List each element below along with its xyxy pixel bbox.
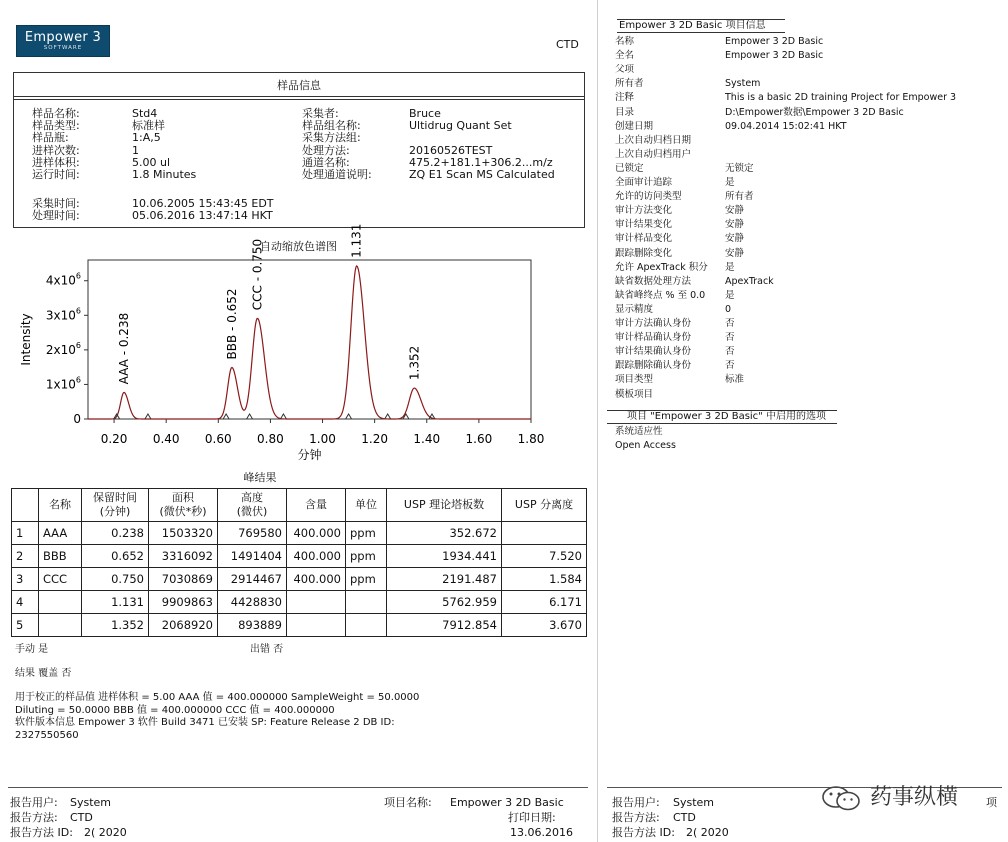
project-info-value: Empower 3 2D Basic [725, 36, 824, 47]
chromatogram-trace [88, 266, 531, 419]
table-cell: 5762.959 [387, 591, 502, 614]
table-cell [346, 614, 387, 637]
sample-info-value: 20160526TEST [409, 144, 493, 157]
peak-results-title: 峰结果 [243, 471, 277, 484]
x-tick-label: 0.40 [152, 432, 180, 446]
sample-info-key: 运行时间: [32, 168, 80, 181]
table-cell: 4428830 [218, 591, 287, 614]
x-tick-label: 0.80 [257, 432, 284, 446]
sample-info-key: 处理方法: [302, 144, 350, 157]
sample-info-key: 进样体积: [32, 156, 80, 169]
y-tick-label: $3x10^6$ [45, 306, 81, 323]
integration-marker [280, 414, 286, 419]
footer-method-key: 报告方法: [10, 811, 58, 824]
table-cell: 400.000 [287, 568, 346, 591]
x-tick-label: 1.60 [465, 432, 493, 446]
table-cell: 1503320 [149, 522, 218, 545]
project-info-title-rule [617, 32, 785, 33]
table-header-cell: 高度 (微伏) [218, 489, 287, 522]
project-info-key: 全面审计追踪 [615, 177, 673, 188]
project-info-key: 跟踪删除变化 [615, 247, 673, 259]
table-cell: 2914467 [218, 568, 287, 591]
table-cell: 352.672 [387, 522, 502, 545]
table-cell [502, 522, 587, 545]
footer-project-key: 项目名称: [384, 796, 432, 809]
sample-info-value: 475.2+181.1+306.2...m/z [409, 156, 553, 169]
integration-marker [145, 414, 151, 419]
sample-info-rule-2 [14, 99, 584, 100]
table-header-cell: USP 分离度 [502, 489, 587, 522]
table-cell: CCC [39, 568, 82, 591]
y-tick-label: 0 [73, 412, 81, 426]
sample-info-value: 05.06.2016 13:47:14 HKT [132, 209, 273, 222]
sample-info-rule [14, 96, 584, 97]
project-info-key: 允许的访问类型 [615, 191, 682, 203]
sample-info-value: 1 [132, 144, 139, 157]
table-row [12, 545, 587, 568]
project-info-value: 无锁定 [725, 162, 754, 174]
footer-right-method-id-value: 2( 2020 [686, 826, 729, 839]
integration-marker [247, 414, 253, 419]
project-info-value: This is a basic 2D training Project for Empower 3 [725, 92, 957, 104]
footer-print-value: 13.06.2016 [510, 826, 573, 839]
table-cell: 6.171 [502, 591, 587, 614]
table-cell: ppm [346, 522, 387, 545]
table-cell: 1.352 [82, 614, 149, 637]
version-line-2: 2327550560 [15, 730, 79, 741]
table-cell [39, 614, 82, 637]
x-tick-label: 1.20 [361, 432, 389, 446]
sample-info-key: 样品瓶: [32, 131, 69, 144]
table-row [12, 522, 587, 545]
table-cell: ppm [346, 568, 387, 591]
project-info-key: 目录 [615, 106, 635, 118]
peak-label: BBB - 0.652 [224, 288, 239, 360]
project-info-key: 跟踪删除确认身份 [615, 360, 692, 372]
table-cell: 5 [12, 614, 39, 637]
table-header-row [12, 489, 587, 522]
sample-info-value: ZQ E1 Scan MS Calculated [409, 168, 555, 181]
options-title: 项目 "Empower 3 2D Basic" 中启用的选项 [627, 411, 826, 422]
table-cell: 3.670 [502, 614, 587, 637]
table-cell: 7030869 [149, 568, 218, 591]
project-info-value: 是 [725, 261, 735, 273]
project-info-title: Empower 3 2D Basic 项目信息 [619, 20, 766, 31]
version-line-1: 软件版本信息 Empower 3 软件 Build 3471 已安装 SP: Feature Release 2 DB ID: [15, 717, 395, 728]
project-info-value: 是 [725, 289, 735, 301]
sample-info-value: 10.06.2005 15:43:45 EDT [132, 197, 274, 210]
table-row [12, 568, 587, 591]
table-header-cell: 保留时间 (分钟) [82, 489, 149, 522]
project-info-value: 否 [725, 318, 735, 329]
table-cell: 0.238 [82, 522, 149, 545]
project-info-key: 审计样品变化 [615, 233, 673, 245]
table-cell: ppm [346, 545, 387, 568]
footer-user-key: 报告用户: [10, 796, 58, 809]
watermark [820, 784, 958, 812]
project-info-value: 安静 [725, 233, 745, 245]
footer-print-key: 打印日期: [508, 811, 556, 824]
project-info-value: 安静 [725, 219, 745, 231]
footer-user-value: System [70, 796, 112, 809]
project-info-value: 否 [725, 332, 735, 344]
sample-info-value: Ultidrug Quant Set [409, 119, 512, 132]
project-info-value: 标准 [725, 374, 745, 386]
table-cell: 1934.441 [387, 545, 502, 568]
sample-info-key: 采集者: [302, 107, 339, 120]
x-tick-label: 1.40 [413, 432, 441, 446]
project-info-key: 缺省峰终点 % 至 0.0 [615, 289, 706, 301]
footer-rule-left [8, 787, 588, 788]
peak-label: CCC - 0.750 [250, 238, 265, 311]
table-row [12, 591, 587, 614]
footer-method-id-key: 报告方法 ID: [10, 826, 73, 839]
project-info-key: 模板项目 [615, 388, 654, 400]
sample-info-box [13, 72, 585, 228]
table-cell: 3 [12, 568, 39, 591]
project-info-key: 注释 [615, 92, 635, 104]
footer-right-cut-text: 项 [986, 796, 997, 809]
sample-info-key: 样品组名称: [302, 119, 361, 132]
x-tick-label: 0.60 [204, 432, 232, 446]
project-info-key: 审计方法变化 [615, 205, 673, 217]
y-axis-label: Intensity [19, 313, 33, 366]
project-info-key: 上次自动归档日期 [615, 134, 692, 146]
integration-marker [346, 414, 352, 419]
project-info-key: 已锁定 [615, 162, 644, 174]
peak-label: 1.352 [407, 345, 422, 381]
footer-right-method-id-key: 报告方法 ID: [612, 826, 675, 839]
project-info-key: 所有者 [615, 78, 644, 90]
project-info-value: System [725, 78, 761, 90]
footer-right-user-value: System [673, 796, 715, 809]
logo-subtext: SOFTWARE [43, 44, 83, 51]
peak-results-table [11, 488, 587, 637]
table-cell: 2 [12, 545, 39, 568]
table-cell: 2191.487 [387, 568, 502, 591]
footer-right-user-key: 报告用户: [612, 796, 660, 809]
table-cell: 1.584 [502, 568, 587, 591]
wechat-icon [820, 784, 862, 812]
project-info-key: 审计结果变化 [615, 219, 673, 231]
project-info-value: 否 [725, 360, 735, 372]
empower-logo [16, 25, 110, 57]
watermark-text: 药事纵横 [870, 785, 959, 810]
project-info-value: 是 [725, 177, 735, 188]
project-info-value: 0 [725, 303, 732, 315]
x-tick-label: 1.00 [309, 432, 336, 446]
sample-info-key: 采集时间: [32, 197, 80, 210]
table-cell: 4 [12, 591, 39, 614]
footer-right-method-key: 报告方法: [612, 811, 660, 824]
y-tick-label: $1x10^6$ [45, 375, 81, 392]
table-cell: 1491404 [218, 545, 287, 568]
report-method-header: CTD [556, 38, 579, 51]
manual-note: 手动 是 [15, 644, 49, 655]
calibration-line-1: 用于校正的样品值 进样体积 = 5.00 AAA 值 = 400.000000 SampleWeight = 50.0000 [15, 692, 420, 703]
table-cell: 2068920 [149, 614, 218, 637]
table-row [12, 614, 587, 637]
table-cell: 3316092 [149, 545, 218, 568]
table-header-cell: USP 理论塔板数 [387, 489, 502, 522]
sample-info-key: 处理时间: [32, 209, 80, 222]
table-cell: 0.750 [82, 568, 149, 591]
sample-info-value: Bruce [409, 107, 441, 120]
project-info-value: 09.04.2014 15:02:41 HKT [725, 120, 847, 132]
table-cell: AAA [39, 522, 82, 545]
sample-info-value: Std4 [132, 107, 158, 120]
table-cell: 1 [12, 522, 39, 545]
table-cell [346, 591, 387, 614]
table-cell: 7.520 [502, 545, 587, 568]
y-tick-label: $4x10^6$ [45, 271, 81, 288]
project-info-key: 显示精度 [615, 303, 654, 315]
sample-info-value: 1:A,5 [132, 131, 161, 144]
project-info-title-rule-top [617, 19, 785, 20]
peak-label: 1.131 [349, 223, 364, 258]
sample-info-key: 采集方法组: [302, 131, 361, 144]
x-tick-label: 1.80 [517, 432, 545, 446]
sample-info-key: 样品类型: [32, 119, 80, 132]
project-info-key: 父项 [615, 64, 635, 76]
project-info-key: 缺省数据处理方法 [615, 275, 692, 287]
table-header-cell: 名称 [39, 489, 82, 522]
footer-project-value: Empower 3 2D Basic [450, 796, 564, 809]
project-info-key: 允许 ApexTrack 积分 [615, 261, 708, 273]
option-item: 系统适应性 [615, 426, 663, 437]
project-info-value: 安静 [725, 247, 745, 259]
table-cell: BBB [39, 545, 82, 568]
table-header-cell [12, 489, 39, 522]
table-cell: 7912.854 [387, 614, 502, 637]
sample-info-key: 进样次数: [32, 144, 80, 157]
project-info-key: 上次自动归档用户 [615, 148, 692, 160]
plot-frame [88, 260, 531, 419]
table-cell: 893889 [218, 614, 287, 637]
logo-text: Empower 3 [24, 29, 102, 45]
sample-info-value: 标准样 [132, 119, 165, 132]
integration-marker [385, 414, 391, 419]
table-cell [287, 614, 346, 637]
sample-info-key: 通道名称: [302, 156, 350, 169]
project-info-value: 否 [725, 346, 735, 358]
sample-info-key: 处理通道说明: [302, 168, 372, 181]
sample-info-value: 1.8 Minutes [132, 168, 197, 181]
table-cell: 0.652 [82, 545, 149, 568]
project-info-key: 创建日期 [615, 120, 654, 132]
project-info-value: D:\Empower数据\Empower 3 2D Basic [725, 106, 904, 118]
table-header-cell: 面积 (微伏*秒) [149, 489, 218, 522]
table-cell: 9909863 [149, 591, 218, 614]
result-overwrite-note: 结果 覆盖 否 [15, 668, 72, 679]
error-note: 出错 否 [250, 644, 284, 655]
peak-label: AAA - 0.238 [116, 312, 131, 385]
table-cell [39, 591, 82, 614]
integration-marker [223, 414, 229, 419]
table-header-cell: 单位 [346, 489, 387, 522]
footer-method-value: CTD [70, 811, 93, 824]
table-header-cell: 含量 [287, 489, 346, 522]
table-cell: 769580 [218, 522, 287, 545]
table-cell [287, 591, 346, 614]
project-info-value: Empower 3 2D Basic [725, 50, 824, 62]
footer-method-id-value: 2( 2020 [84, 826, 127, 839]
project-info-key: 名称 [615, 36, 635, 47]
calibration-line-2: Diluting = 50.0000 BBB 值 = 400.000000 CCC 值 = 400.000000 [15, 705, 335, 716]
project-info-value: 所有者 [725, 191, 754, 203]
project-info-key: 审计结果确认身份 [615, 346, 692, 358]
page-divider [597, 0, 598, 842]
table-cell: 1.131 [82, 591, 149, 614]
project-info-key: 全名 [615, 50, 635, 62]
table-cell: 400.000 [287, 522, 346, 545]
sample-info-key: 样品名称: [32, 107, 80, 120]
project-info-key: 审计样品确认身份 [615, 332, 692, 344]
chart-title: 自动缩放色谱图 [260, 240, 337, 253]
project-info-value: ApexTrack [725, 275, 774, 287]
y-tick-label: $2x10^6$ [45, 340, 81, 357]
footer-right-method-value: CTD [673, 811, 696, 824]
project-info-key: 审计方法确认身份 [615, 318, 692, 329]
sample-info-value: 5.00 ul [132, 156, 171, 169]
option-item: Open Access [615, 440, 676, 451]
table-body [12, 522, 587, 637]
options-title-rule [607, 423, 837, 424]
x-axis-label: 分钟 [297, 448, 322, 462]
project-info-key: 项目类型 [615, 374, 654, 386]
x-tick-label: 0.20 [100, 432, 128, 446]
project-info-value: 安静 [725, 205, 745, 217]
table-cell: 400.000 [287, 545, 346, 568]
sample-info-title: 样品信息 [277, 79, 321, 92]
